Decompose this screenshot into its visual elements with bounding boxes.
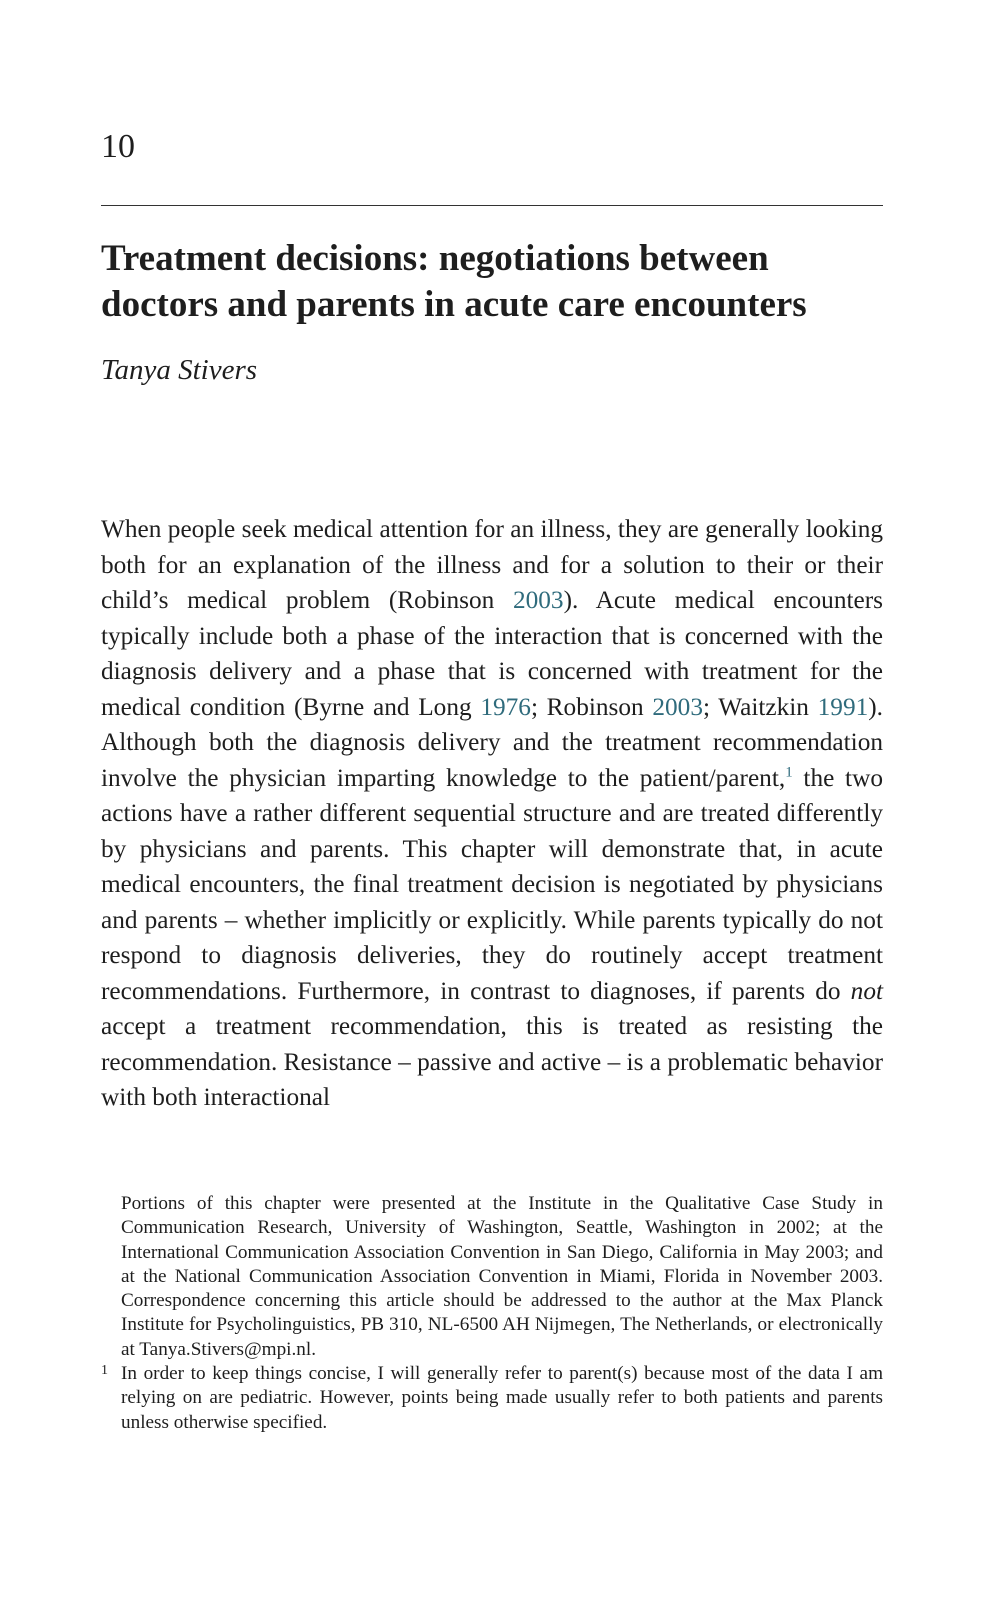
body-text-segment: the two actions have a rather different sequential structure and are treated differently by physicians and parents. This chapter will demonstrate that, in acute medical encounters, the final treatment decision is negotiated by physicians and parents – whether implicitly or explicitly. While parents typically do not respond to diagnosis deliveries, they do routinely accept treatment recommendations. Furthermore, in contrast to diagnoses, if parents do [101, 763, 883, 1005]
citation-link[interactable]: 1991 [817, 692, 869, 721]
body-text-segment: ; Robinson [530, 692, 653, 721]
footnotes [101, 1192, 883, 1435]
header-rule [101, 205, 883, 206]
unnumbered-note: Portions of this chapter were presented at the Institute in the Qualitative Case Study in Communication Research, University of Washington, Seattle, Washington in 2002; at the International Communication Association Convention in San Diego, California in May 2003; and at the National Communication Association Convention in Miami, Florida in November 2003. Correspondence concerning this article should be addressed to the author at the Max Planck Institute for Psycholinguistics, PB 310, NL-6500 AH Nijmegen, The Netherlands, or electronically at Tanya.Stivers@mpi.nl. [121, 1193, 883, 1360]
citation-link[interactable]: 2003 [652, 692, 703, 721]
chapter-title: Treatment decisions: negotiations between doctors and parents in acute care encounters [101, 238, 807, 325]
body-paragraph [101, 512, 883, 1116]
body-text-segment: ). Although both the diagnosis delivery and the treatment recommendation involve the physician imparting knowledge to the patient/parent, [101, 692, 883, 792]
citation-link[interactable]: 2003 [512, 586, 564, 614]
chapter-number: 10 [101, 128, 135, 165]
footnote-reference-link[interactable]: 1 [785, 764, 793, 781]
emphasis-text: not [850, 976, 883, 1005]
body-text-segment: ). Acute medical encounters typically include both a phase of the interaction that is concerned with the diagnosis delivery and a phase that is concerned with treatment for the medical condition (Byrne and Long [101, 586, 884, 721]
chapter-author: Tanya Stivers [101, 354, 258, 386]
body-text-segment: ; Waitzkin [702, 692, 818, 721]
footnote-marker: 1 [101, 1363, 108, 1379]
citation-link[interactable]: 1976 [480, 692, 531, 721]
body-text-segment: When people seek medical attention for an illness, they are generally looking both for an explanation of the illness and for a solution to their or their child’s medical problem (Robinson [101, 515, 883, 614]
body-text-segment: accept a treatment recommendation, this is treated as resisting the recommendation. Resistance – passive and active – is a problematic behavior with both interactional [101, 1012, 883, 1111]
footnote-1 [101, 1362, 883, 1435]
footnote-text: In order to keep things concise, I will generally refer to parent(s) because most of the data I am relying on are pediatric. However, points being made usually refer to both patients and parents unless otherwise specified. [121, 1363, 883, 1433]
